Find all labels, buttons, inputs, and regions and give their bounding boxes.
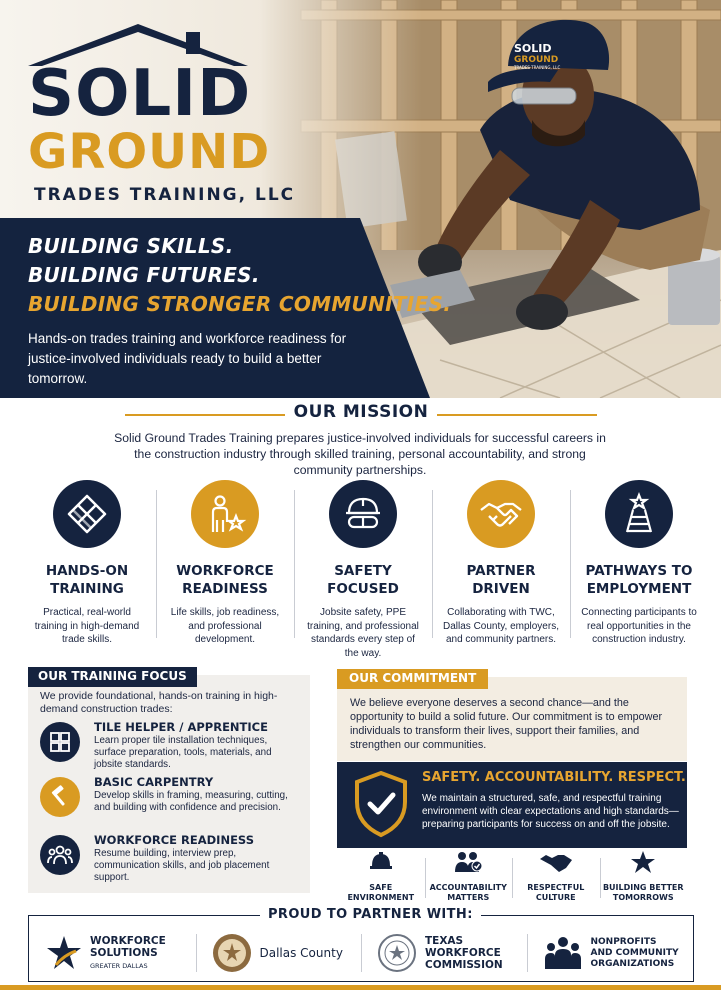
pillar-title-line1: PATHWAYS TO: [585, 563, 693, 579]
cap-logo-line1: SOLID: [514, 42, 552, 55]
focus-item-tile: [40, 720, 300, 770]
pillar-title-line1: PARTNER: [466, 563, 536, 579]
commitment-text: We believe everyone deserves a second chance—and the opportunity to build a solid future. Our commitment is to empower individuals to transform their lives, support their families, and strengthen our communities.: [350, 697, 663, 751]
handshake-icon: [539, 850, 573, 874]
divider-line: [125, 414, 285, 416]
pillar-text: Practical, real-world training in high-demand trade skills.: [34, 607, 140, 645]
pillars-row: [18, 478, 708, 658]
partner-name-line3: GREATER DALLAS: [90, 961, 148, 970]
workforce-star-logo: [46, 935, 82, 971]
partners-title: PROUD TO PARTNER WITH:: [260, 907, 481, 922]
divider-line: [437, 414, 597, 416]
focus-item-workforce: [40, 833, 300, 883]
dallas-county-seal: [212, 933, 252, 973]
value-label-line1: SAFE: [369, 883, 393, 892]
pillar-title-line2: READINESS: [182, 581, 268, 597]
value-label-line2: CULTURE: [535, 892, 576, 902]
handshake-icon: [467, 480, 535, 548]
mission-title: OUR MISSION: [293, 402, 429, 422]
value-building-better: [600, 850, 688, 902]
star-icon: [630, 850, 656, 874]
tile-grid-icon: [40, 722, 80, 762]
tagline-1: BUILDING SKILLS.: [28, 234, 234, 258]
hardhat-goggles-icon: [329, 480, 397, 548]
training-focus-label: OUR TRAINING FOCUS: [28, 667, 197, 687]
hardhat-icon: [368, 850, 394, 874]
pillar-title-line2: DRIVEN: [472, 581, 530, 597]
hammer-icon: [40, 777, 80, 817]
partner-name-line1: TEXAS: [425, 935, 464, 947]
value-label-line1: BUILDING BETTER: [602, 883, 684, 892]
focus-item-text: Learn proper tile installation techniques, surface preparation, tools, materials, and jobsite standards.: [94, 735, 272, 770]
focus-item-title: TILE HELPER / APPRENTICE: [94, 720, 268, 734]
pillar-title-line1: HANDS-ON: [45, 563, 129, 579]
pillar-pathways-to-employment: [570, 478, 708, 658]
partner-name-line2: SOLUTIONS: [90, 946, 158, 959]
pillar-hands-on-training: [18, 478, 156, 658]
values-text: We maintain a structured, safe, and respectful training environment with clear expectations and high standards—preparing participants for success on and off the jobsite.: [422, 793, 679, 830]
commitment-label: OUR COMMITMENT: [337, 669, 488, 689]
pillar-text: Jobsite safety, PPE training, and professional standards every step of the way.: [307, 607, 419, 659]
partner-dallas-county: [196, 928, 362, 978]
tile-grid-icon: [53, 480, 121, 548]
partner-texas-workforce: [361, 928, 527, 978]
pillar-safety-focused: [294, 478, 432, 658]
shield-check-icon: [353, 770, 409, 838]
partners-row: [30, 928, 692, 978]
people-check-icon: [453, 850, 483, 874]
pillar-text: Connecting participants to real opportunities in the construction industry.: [581, 607, 697, 645]
partner-name-line1: NONPROFITS: [590, 936, 657, 947]
partner-name-line3: COMMISSION: [425, 959, 503, 971]
hero-banner: [0, 0, 721, 398]
person-star-icon: [191, 480, 259, 548]
footer-accent-bar: [0, 985, 721, 990]
partner-workforce-solutions: [30, 928, 196, 978]
logo-ground: GROUND: [28, 124, 271, 180]
pillar-partner-driven: [432, 478, 570, 658]
mission-text: Solid Ground Trades Training prepares justice-involved individuals for successful careers in the construction industry through skilled training, personal accountability, and strong community partnerships.: [114, 431, 606, 477]
texas-seal: [377, 933, 417, 973]
pillar-title-line1: SAFETY: [334, 563, 392, 579]
partner-name-line1: WORKFORCE: [90, 934, 166, 947]
value-respectful-culture: [512, 850, 600, 902]
focus-item-text: Resume building, interview prep, communication skills, and job placement support.: [94, 848, 270, 883]
value-label-line2: TOMORROWS: [612, 892, 674, 902]
value-label-line1: RESPECTFUL: [527, 883, 585, 892]
tagline-3: BUILDING STRONGER COMMUNITIES.: [28, 292, 452, 316]
ladder-star-icon: [605, 480, 673, 548]
value-label-line1: ACCOUNTABILITY: [429, 883, 507, 892]
focus-item-text: Develop skills in framing, measuring, cutting, and building with confidence and precision.: [94, 790, 288, 813]
value-label-line2: MATTERS: [447, 892, 490, 902]
tagline-2: BUILDING FUTURES.: [28, 263, 260, 287]
value-safe-environment: [337, 850, 425, 902]
pillar-text: Collaborating with TWC, Dallas County, employers, and community partners.: [443, 607, 559, 645]
cap-logo-line3: TRADES TRAINING, LLC: [514, 65, 561, 70]
pillar-title-line2: EMPLOYMENT: [586, 581, 692, 597]
partner-name-line2: AND COMMUNITY: [590, 947, 679, 958]
focus-item-title: WORKFORCE READINESS: [94, 833, 254, 847]
value-accountability: [425, 850, 513, 902]
training-focus-intro: We provide foundational, hands-on training in high-demand construction trades:: [40, 690, 278, 715]
values-title: SAFETY. ACCOUNTABILITY. RESPECT.: [422, 770, 686, 785]
community-people-icon: [543, 935, 583, 971]
cap-logo-line2: GROUND: [514, 55, 559, 65]
hero-description: Hands-on trades training and workforce readiness for justice-involved individuals ready to build a better tomorrow.: [28, 331, 347, 386]
partner-name-line3: ORGANIZATIONS: [590, 958, 675, 969]
mission-header: [125, 402, 597, 426]
partner-name-line1: Dallas County: [259, 946, 343, 960]
group-icon: [40, 835, 80, 875]
logo-solid: SOLID: [28, 57, 252, 131]
pillar-title-line2: TRAINING: [50, 581, 124, 597]
pillar-workforce-readiness: [156, 478, 294, 658]
logo-subtitle: TRADES TRAINING, LLC: [34, 185, 296, 205]
pillar-text: Life skills, job readiness, and professional development.: [170, 607, 280, 645]
value-label-line2: ENVIRONMENT: [347, 892, 415, 902]
pillar-title-line1: WORKFORCE: [176, 563, 274, 579]
worker-photo: [380, 0, 721, 398]
partner-name-line2: WORKFORCE: [425, 947, 501, 959]
values-row: [337, 850, 687, 902]
focus-item-carpentry: [40, 775, 300, 825]
partner-nonprofits: [527, 928, 693, 978]
focus-item-title: BASIC CARPENTRY: [94, 775, 214, 789]
pillar-title-line2: FOCUSED: [327, 581, 399, 597]
